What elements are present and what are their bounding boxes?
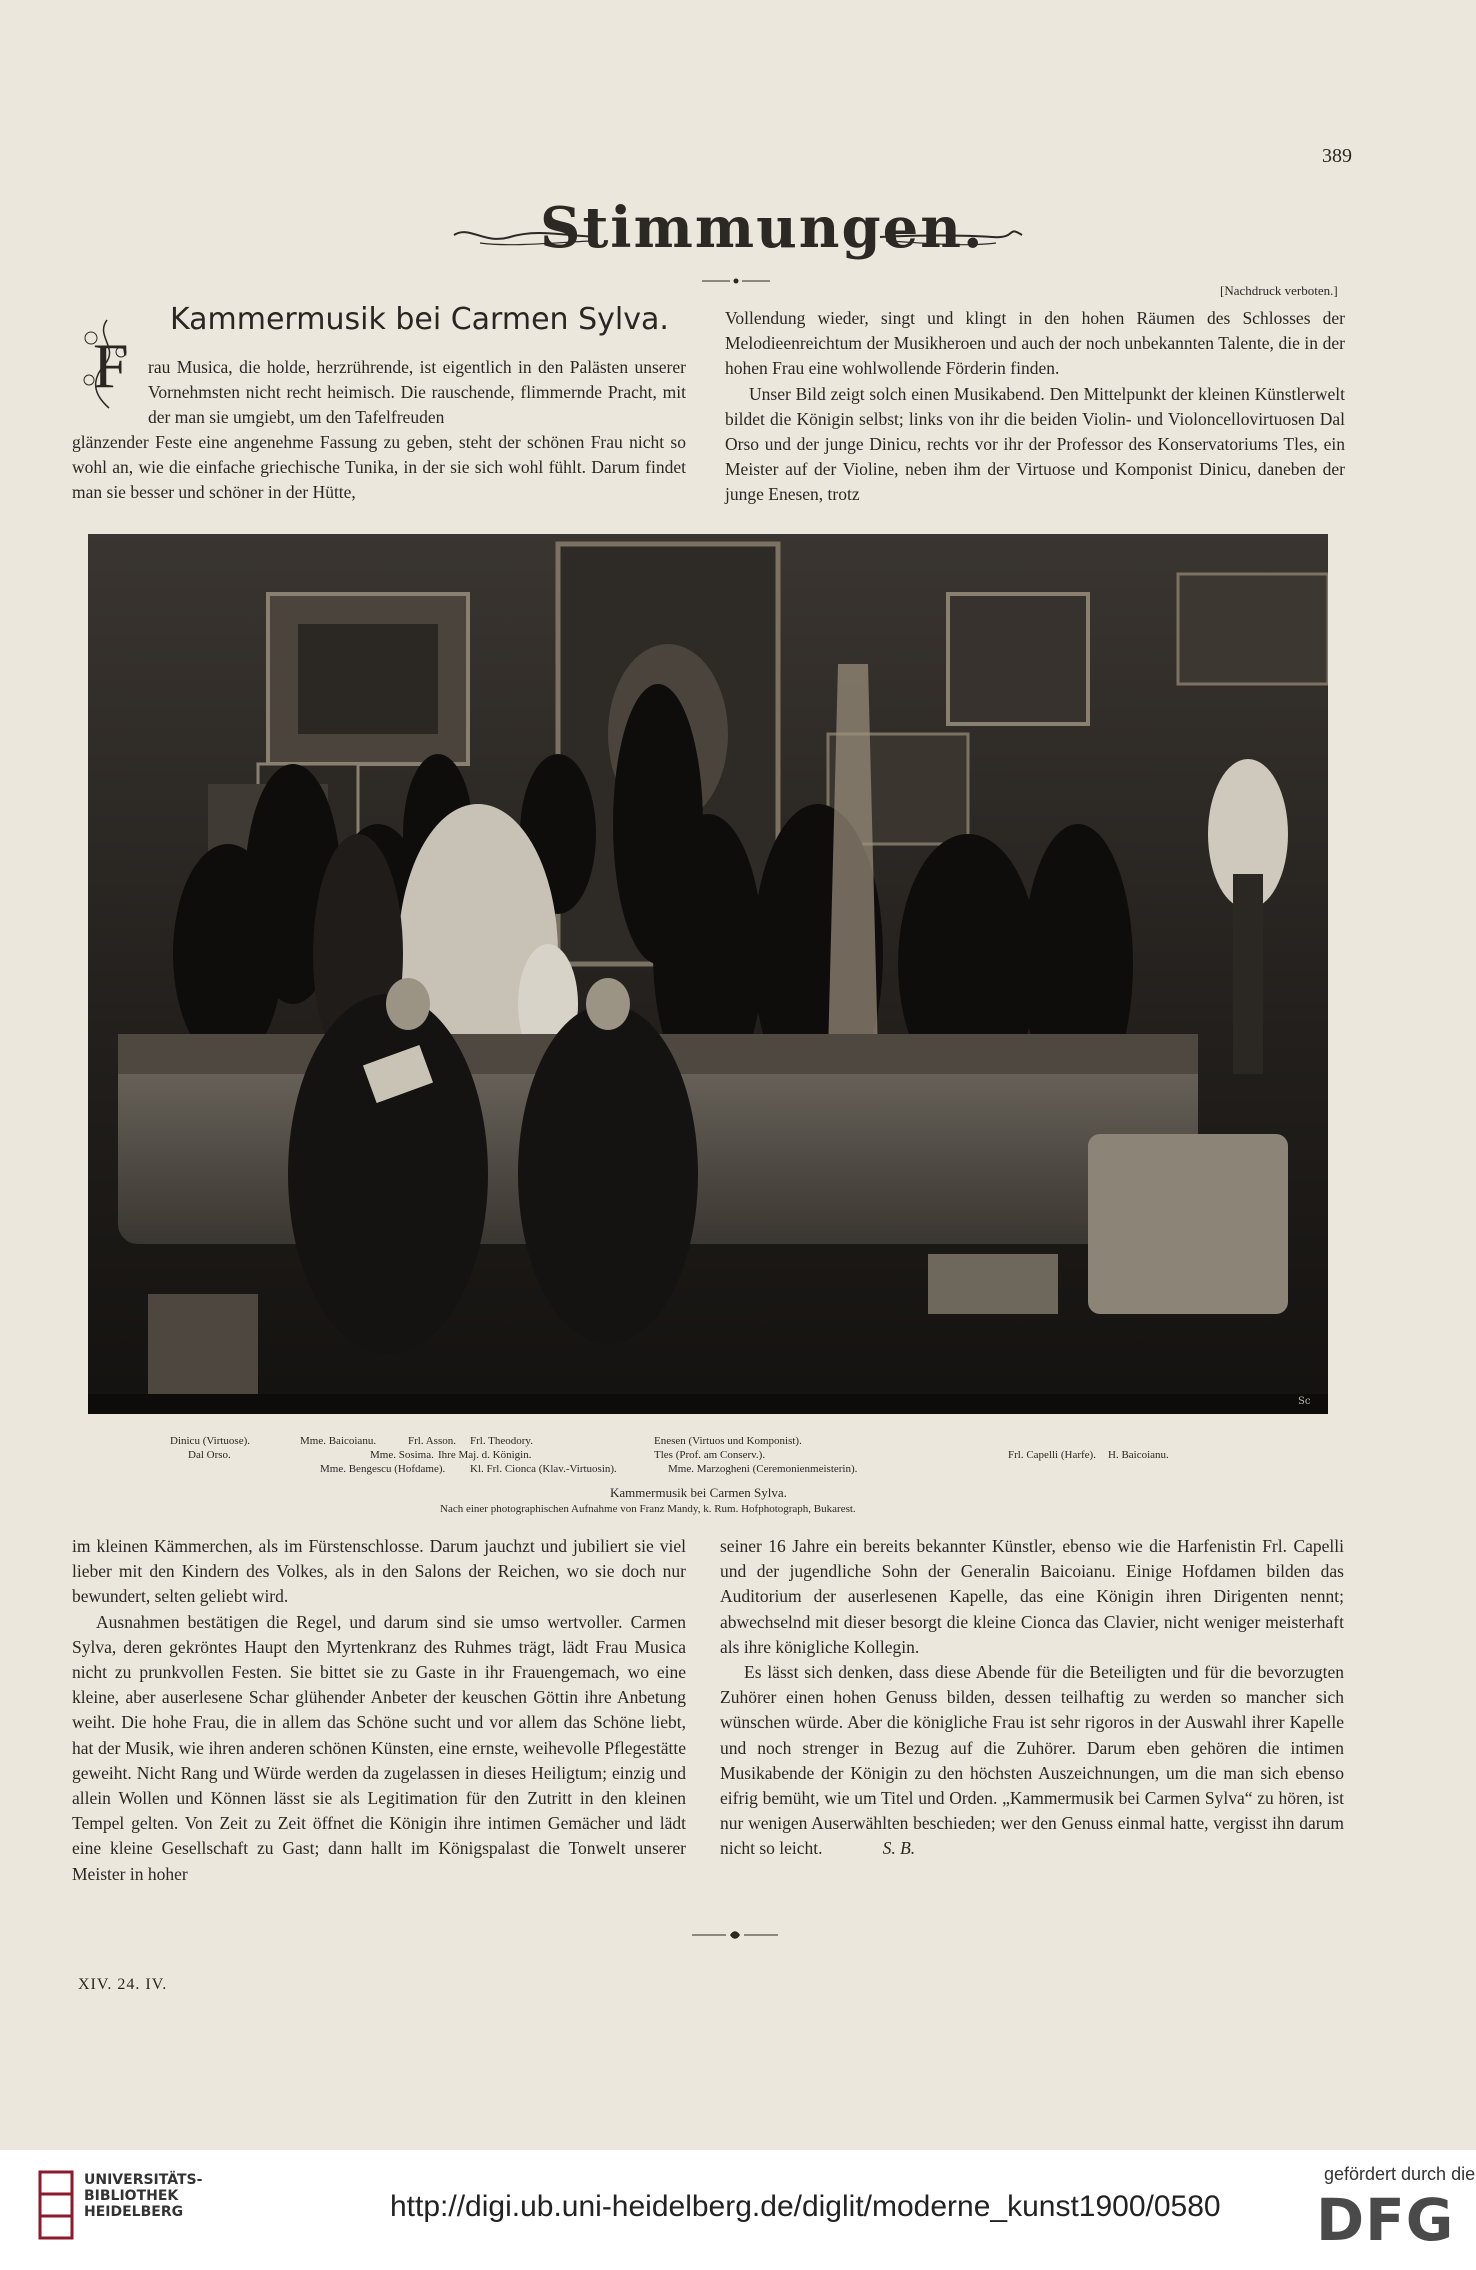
reprint-notice: [Nachdruck verboten.] xyxy=(1220,283,1338,298)
caption-name: Mme. Bengescu (Hofdame). xyxy=(320,1463,446,1475)
paragraph: Ausnahmen bestätigen die Regel, und darum sind sie umso wertvoller. Carmen Sylva, deren gekröntes Haupt den Myrtenkranz des Ruhmes trägt, lädt Frau Musica nicht zu prunkvollen Festen. Sie bittet sie zu Gaste in ihr Frauengemach, wo eine kleine, aber auserlesene Schar glühender Anbeter der keuschen Göttin ihre Anbetung weiht. Die hohe Frau, die in allem das Schöne sucht und vor allem das Schöne liebt, hat der Musik, wie ihren anderen schönen Künsten, eine ernste, weihevolle Pflegestätte geweiht. Nicht Rang und Würde werden da zugelassen in dieses Heiligtum; einzig und allein Wollen und Können lässt sie als Legitimation für den Zutritt in den kleinen Tempel gelten. Von Zeit zu Zeit öffnet die Königin ihre intimen Gemächer und lädt eine kleine Gesellschaft zu Gast; dann hallt im Königspalast die Tonwelt unserer Meister in hoher xyxy=(72,1611,686,1884)
author-signature: S. B. xyxy=(882,1838,916,1859)
caption-name: H. Baicoianu. xyxy=(1108,1449,1169,1461)
engraver-mark: Sc xyxy=(1298,1396,1311,1407)
caption-row xyxy=(170,1448,1310,1462)
library-line: HEIDELBERG xyxy=(84,2204,184,2220)
page-title: Stimmungen. xyxy=(540,195,985,261)
paragraph: Vollendung wieder, singt und klingt in den hohen Räumen des Schlosses der Melodieenreichtum der Musikheroen und auch der noch unbekannten Talente, die in der hohen Frau eine wohlwollende Förderin finden. xyxy=(725,308,1345,379)
paragraph xyxy=(720,1660,1344,1862)
drop-cap xyxy=(75,318,139,410)
caption-name: Frl. Capelli (Harfe). xyxy=(1008,1449,1096,1461)
paragraph: Unser Bild zeigt solch einen Musikabend. Den Mittelpunkt der kleinen Künstlerwelt bildet die Königin selbst; links von ihr die beiden Violin- und Violoncellovirtuosen Dal Orso und der junge Dinicu, rechts vor ihr der Professor des Konservatoriums Tles, ein Meister auf der Violine, neben ihm der Virtuose und Komponist Dinicu, daneben der junge Enesen, trotz xyxy=(725,383,1345,505)
dfg-logo: DFG xyxy=(1316,2186,1455,2254)
paragraph-text: Es lässt sich denken, dass diese Abende für die Beteiligten und für die bevorzugten Zuhörer einen hohen Genuss bilden, dessen teilhaftig zu werden so mancher sich wünschen würde. Aber die königliche Frau ist sehr rigoros in der Auswahl ihrer Kapelle und noch strenger in Bezug auf die Zuhörer. Darum eben gehören die intimen Musikabende der Königin zu den höchsten Auszeichnungen, um die man sich ebenso eifrig bemüht, wie um Titel und Orden. „Kammermusik bei Carmen Sylva“ zu hören, ist nur wenigen Auserwählten beschieden; wer den Genuss einmal hatte, vergisst ihn darum nicht so leicht. xyxy=(720,1662,1344,1859)
top-right-column xyxy=(725,306,1345,508)
caption-row xyxy=(170,1434,1310,1448)
bottom-left-column xyxy=(72,1534,686,1887)
caption-name: Frl. Theodory. xyxy=(470,1435,533,1447)
caption-name: Mme. Sosima. xyxy=(370,1449,434,1461)
title-row xyxy=(0,195,1476,275)
intro-first-lines xyxy=(148,355,686,431)
paragraph: seiner 16 Jahre ein bereits bekannter Künstler, ebenso wie die Harfenistin Frl. Capelli und der jugendliche Sohn der Generalin Baicoianu. Einige Hofdamen bilden das Auditorium der auserlesenen Kapelle, das eine Königin ihren Dirigenten nennt; abwechselnd mit dieser besorgt die kleine Cionca das Clavier, nicht weniger meisterhaft als ihre königliche Kollegin. xyxy=(720,1536,1344,1657)
caption-name: Frl. Asson. xyxy=(408,1435,456,1447)
article-heading: Kammermusik bei Carmen Sylva. xyxy=(170,302,669,337)
bottom-right-column xyxy=(720,1534,1344,1862)
right-flourish-icon xyxy=(876,223,1026,253)
photo-credit: Nach einer photographischen Aufnahme von Franz Mandy, k. Rum. Hofphotograph, Bukarest. xyxy=(440,1503,856,1515)
drop-cap-letter: F xyxy=(93,330,129,401)
caption-name: Mme. Baicoianu. xyxy=(300,1435,377,1447)
library-line: BIBLIOTHEK xyxy=(84,2188,179,2204)
library-line: UNIVERSITÄTS- xyxy=(84,2172,203,2188)
paragraph: rau Musica, die holde, herzrührende, ist eigentlich in den Palästen unserer Vornehmsten nicht recht heimisch. Die rauschende, flimmernde Pracht, mit der man sie umgiebt, um den Tafelfreuden xyxy=(148,357,686,428)
caption-row xyxy=(170,1462,1310,1476)
caption-name: Tles (Prof. am Conserv.). xyxy=(654,1449,766,1461)
library-name xyxy=(84,2172,202,2220)
caption-name: Enesen (Virtuos und Komponist). xyxy=(654,1435,802,1447)
caption-name: Kl. Frl. Cionca (Klav.-Virtuosin). xyxy=(470,1463,617,1475)
signature-mark: XIV. 24. IV. xyxy=(78,1976,168,1993)
caption-name: Mme. Marzogheni (Ceremonienmeisterin). xyxy=(668,1463,858,1475)
photo-caption xyxy=(170,1434,1310,1515)
caption-name: Dinicu (Virtuose). xyxy=(170,1435,250,1447)
end-ornament-icon xyxy=(690,1929,780,1941)
caption-title: Kammermusik bei Carmen Sylva. xyxy=(610,1485,787,1500)
library-logo-icon xyxy=(36,2170,76,2240)
caption-name: Ihre Maj. d. Königin. xyxy=(438,1449,532,1461)
page-number: 389 xyxy=(1322,145,1352,167)
digitization-footer xyxy=(0,2150,1476,2270)
paragraph: im kleinen Kämmerchen, als im Fürstenschlosse. Darum jauchzt und jubiliert sie viel lieber mit den Kindern des Volkes, als in den Salons der Reichen, wo sie doch nur bewundert, selten geliebt wird. xyxy=(72,1536,686,1607)
source-url-link[interactable]: http://digi.ub.uni-heidelberg.de/diglit/moderne_kunst1900/0580 xyxy=(390,2190,1221,2223)
intro-continuation xyxy=(72,430,686,506)
caption-name: Dal Orso. xyxy=(188,1449,231,1461)
paragraph: glänzender Feste eine angenehme Fassung zu geben, steht der schönen Frau nicht so wohl an, wie die einfache griechische Tunika, in der sie sich wohl fühlt. Darum findet man sie besser und schöner in der Hütte, xyxy=(72,432,686,503)
photograph-chamber-music xyxy=(88,534,1328,1414)
funded-by-label: gefördert durch die xyxy=(1324,2164,1476,2184)
photo-illustration xyxy=(88,534,1328,1414)
divider-ornament-icon xyxy=(700,276,772,286)
